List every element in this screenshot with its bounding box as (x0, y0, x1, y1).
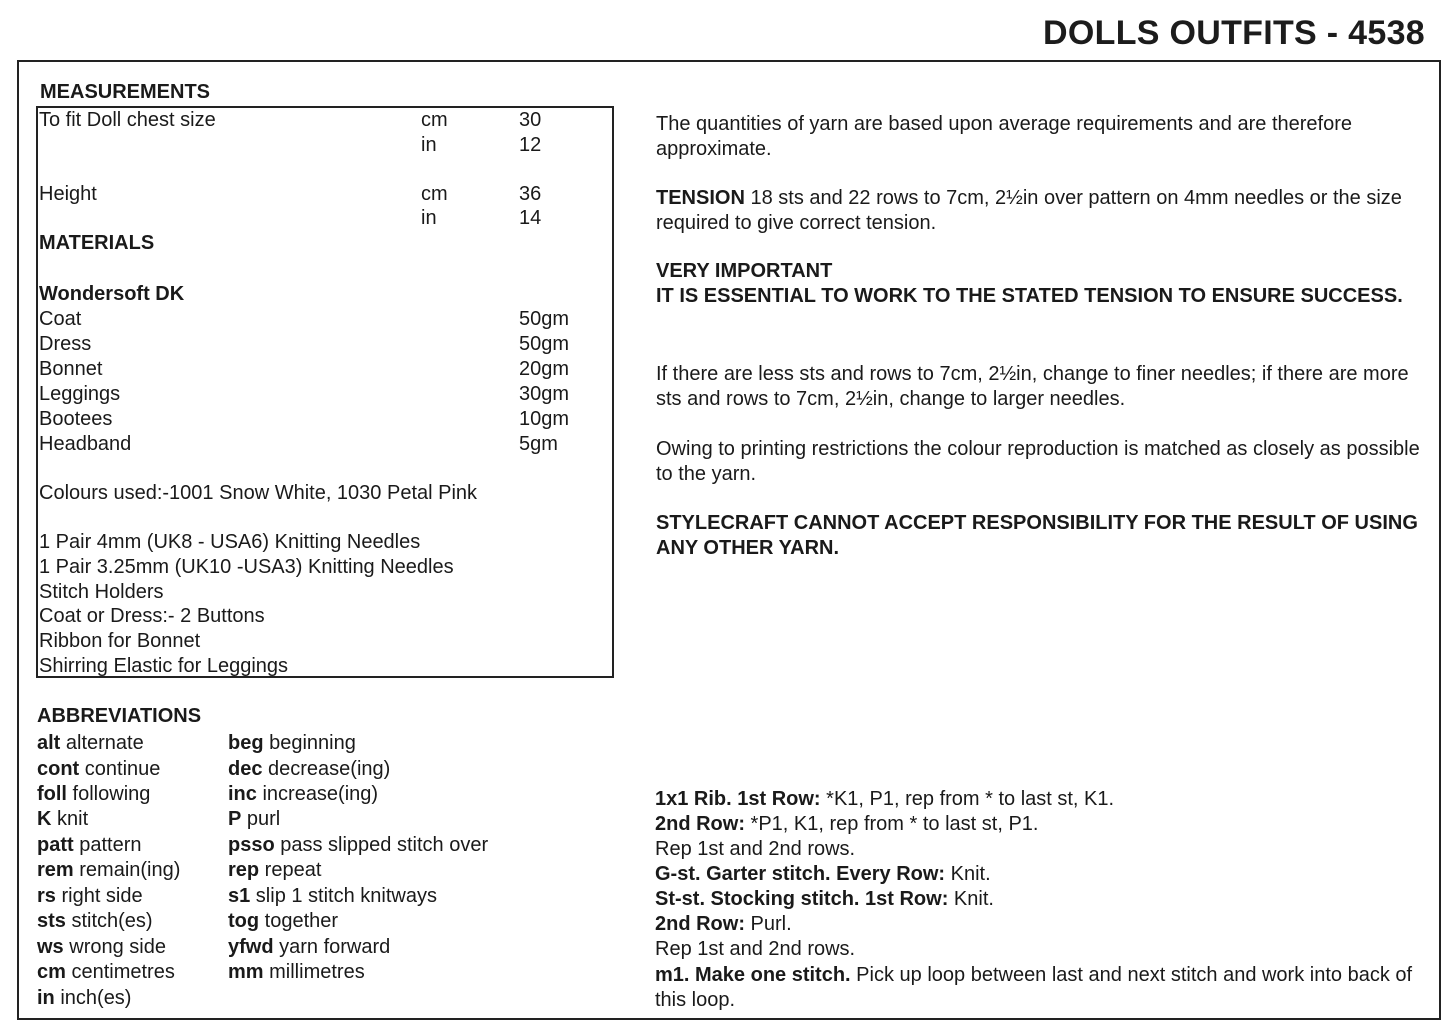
measurement-label: To fit Doll chest size (39, 109, 216, 131)
material-item: Coat (39, 308, 82, 330)
abbreviation-item: sts stitch(es) (37, 910, 153, 932)
stitch-instruction: Rep 1st and 2nd rows. (655, 838, 856, 860)
abbreviation-item: psso pass slipped stitch over (228, 834, 489, 856)
abbreviation-item: dec decrease(ing) (228, 758, 391, 780)
material-item: Leggings (39, 383, 121, 405)
measurement-value: 36 (519, 183, 542, 205)
abbreviation-item: yfwd yarn forward (228, 936, 391, 958)
stitch-instruction: G-st. Garter stitch. Every Row: Knit. (655, 863, 991, 885)
tension-label: TENSION (656, 187, 745, 209)
abbreviation-item: cm centimetres (37, 961, 175, 983)
material-qty: 10gm (519, 408, 570, 430)
yarn-name: Wondersoft DK (39, 283, 185, 305)
tension-text: 18 sts and 22 rows to 7cm, 2½in over pattern on 4mm needles or the size required to give correct tension. (656, 187, 1402, 234)
abbreviation-item: rs right side (37, 885, 143, 907)
measurement-value: 30 (519, 109, 542, 131)
abbreviation-item: ws wrong side (37, 936, 166, 958)
stitch-instruction: 1x1 Rib. 1st Row: *K1, P1, rep from * to last st, K1. (655, 788, 1115, 810)
stitch-instruction: 2nd Row: Purl. (655, 913, 792, 935)
stitch-instruction: St-st. Stocking stitch. 1st Row: Knit. (655, 888, 994, 910)
material-qty: 50gm (519, 308, 570, 330)
abbreviation-item: patt pattern (37, 834, 142, 856)
material-item: Bootees (39, 408, 113, 430)
extra-material: 1 Pair 3.25mm (UK10 -USA3) Knitting Needles (39, 556, 454, 578)
stitch-instruction: 2nd Row: *P1, K1, rep from * to last st, P1. (655, 813, 1039, 835)
measurement-unit: cm (421, 183, 448, 205)
abbreviation-item: inc increase(ing) (228, 783, 379, 805)
measurement-unit: cm (421, 109, 448, 131)
quantities-note (656, 112, 1426, 162)
measurement-label: Height (39, 183, 97, 205)
abbreviation-item: alt alternate (37, 732, 144, 754)
material-item: Headband (39, 433, 132, 455)
printing-note (656, 437, 1426, 487)
material-qty: 30gm (519, 383, 570, 405)
responsibility-note (656, 511, 1426, 561)
quantities-text: The quantities of yarn are based upon average requirements and are therefore approximate. (656, 113, 1352, 160)
abbreviation-item: cont continue (37, 758, 161, 780)
abbreviation-item: rem remain(ing) (37, 859, 181, 881)
extra-material: 1 Pair 4mm (UK8 - USA6) Knitting Needles (39, 531, 421, 553)
abbreviation-item: s1 slip 1 stitch knitways (228, 885, 437, 907)
measurement-unit: in (421, 207, 437, 229)
responsibility-text: STYLECRAFT CANNOT ACCEPT RESPONSIBILITY FOR THE RESULT OF USING ANY OTHER YARN. (656, 512, 1418, 559)
important-text: IT IS ESSENTIAL TO WORK TO THE STATED TENSION TO ENSURE SUCCESS. (656, 285, 1403, 307)
material-qty: 5gm (519, 433, 558, 455)
abbreviation-item: in inch(es) (37, 987, 132, 1009)
printing-text: Owing to printing restrictions the colour reproduction is matched as closely as possible to the yarn. (656, 438, 1420, 485)
abbreviation-item: P purl (228, 808, 281, 830)
page-title: DOLLS OUTFITS - 4538 (1043, 14, 1425, 52)
make-one-instruction: m1. Make one stitch. Pick up loop between last and next stitch and work into back of this loop. (655, 964, 1413, 1011)
material-qty: 20gm (519, 358, 570, 380)
abbreviation-item: rep repeat (228, 859, 322, 881)
important-note (656, 259, 1426, 309)
abbreviation-item: foll following (37, 783, 151, 805)
measurement-unit: in (421, 134, 437, 156)
measurements-heading: MEASUREMENTS (40, 81, 211, 103)
stitch-instruction: Rep 1st and 2nd rows. (655, 938, 856, 960)
extra-material: Shirring Elastic for Leggings (39, 655, 289, 677)
material-qty: 50gm (519, 333, 570, 355)
abbreviations-heading: ABBREVIATIONS (37, 705, 202, 727)
extra-material: Ribbon for Bonnet (39, 630, 201, 652)
abbreviation-item: mm millimetres (228, 961, 365, 983)
material-item: Bonnet (39, 358, 103, 380)
abbreviation-item: tog together (228, 910, 339, 932)
measurement-value: 12 (519, 134, 542, 156)
material-item: Dress (39, 333, 92, 355)
tension-note (656, 186, 1426, 236)
needles-advice-note (656, 362, 1426, 412)
measurement-value: 14 (519, 207, 542, 229)
important-heading: VERY IMPORTANT (656, 260, 833, 282)
materials-heading: MATERIALS (39, 232, 155, 254)
extra-material: Stitch Holders (39, 581, 164, 603)
abbreviation-item: K knit (37, 808, 89, 830)
extra-material: Coat or Dress:- 2 Buttons (39, 605, 265, 627)
colours-used: Colours used:-1001 Snow White, 1030 Petal Pink (39, 482, 478, 504)
abbreviation-item: beg beginning (228, 732, 356, 754)
needles-advice-text: If there are less sts and rows to 7cm, 2½in, change to finer needles; if there are more sts and rows to 7cm, 2½in, change to larger needles. (656, 363, 1409, 410)
